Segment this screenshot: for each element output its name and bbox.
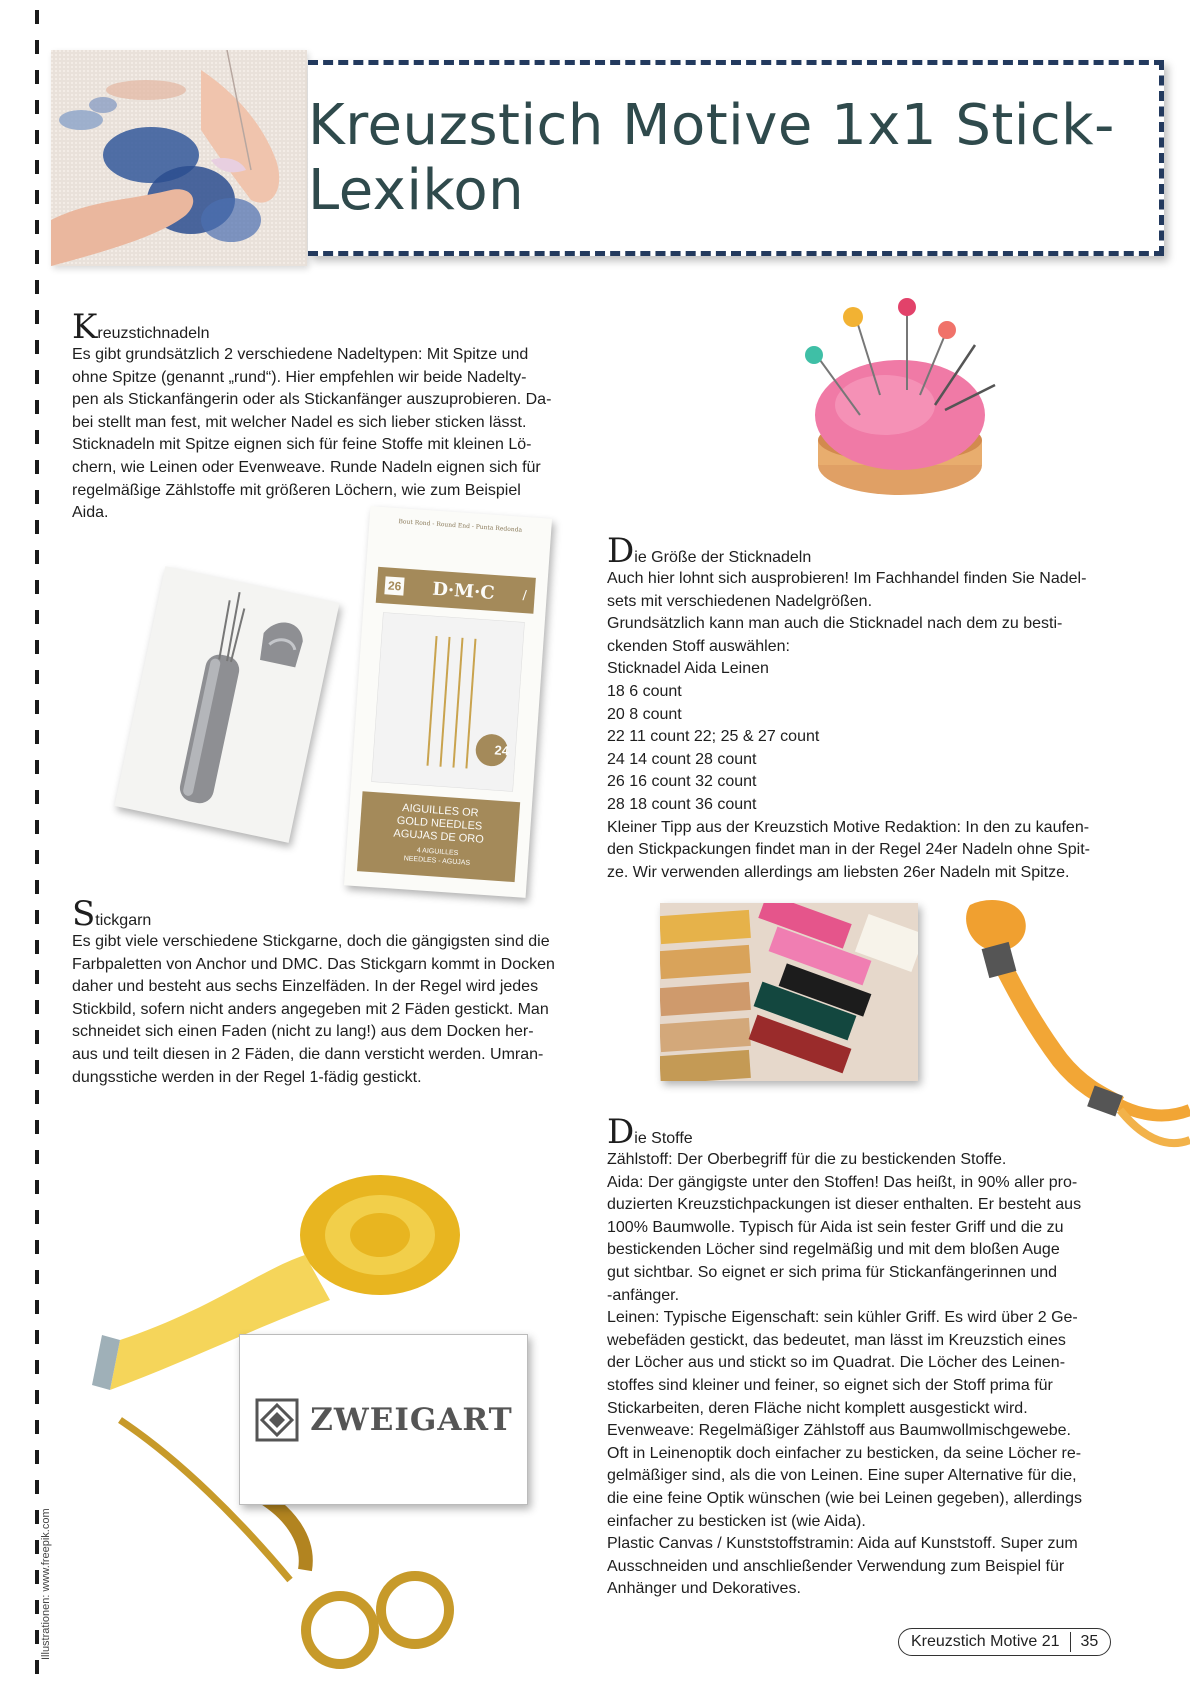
section-initial: D [607, 531, 635, 571]
section-body [72, 344, 582, 525]
table-row: 20 8 count [607, 705, 682, 723]
section-title-rest: reuzstichnadeln [97, 325, 210, 342]
text-line: gelmäßiger sind, als die von Leinen. Eine super Alternative für die, [607, 1467, 1077, 1485]
text-line: 100% Baumwolle. Typisch für Aida ist sein fester Griff und die zu [607, 1218, 1064, 1236]
section-title [607, 531, 1119, 571]
text-line: duzierten Kreuzstichpackungen ist dieser enthalten. Er besteht aus [607, 1196, 1082, 1214]
needles-window [371, 612, 525, 791]
text-line: Stickarbeiten, deren Fläche nicht komplett ausgestickt wird. [607, 1399, 1028, 1417]
section-body [607, 568, 1119, 658]
label-line: GOLD NEEDLES [396, 814, 483, 833]
section-body [72, 931, 582, 1089]
text-line: Leinen: Typische Eigenschaft: sein kühler Griff. Es wird über 2 Ge- [607, 1309, 1078, 1327]
table-header: Sticknadel Aida Leinen [607, 660, 769, 678]
size-badge: 26 [384, 576, 405, 595]
section-title-rest: tickgarn [95, 912, 152, 929]
text-line: Sticknadeln mit Spitze eignen sich für feine Stoffe mit kleinen Lö- [72, 436, 532, 454]
text-line: ohne Spitze (genannt „rund“). Hier empfehlen wir beide Nadelty- [72, 368, 527, 386]
zweigart-wordmark: ZWEIGART [310, 1401, 513, 1438]
footer-divider [1070, 1632, 1071, 1652]
section-groesse [607, 531, 1119, 884]
text-line: Auch hier lohnt sich ausprobieren! Im Fachhandel finden Sie Nadel- [607, 570, 1087, 587]
page-number: 35 [1080, 1633, 1099, 1650]
text-line: Zählstoff: Der Oberbegriff für die zu bestickenden Stoffe. [607, 1151, 1007, 1168]
text-line: bestickenden Löcher sind regelmäßig und mit dem bloßen Auge [607, 1241, 1060, 1259]
magazine-name: Kreuzstich Motive 21 [911, 1633, 1060, 1650]
text-line: regelmäßige Zählstoffe mit größeren Löchern, wie zum Beispiel [72, 481, 521, 499]
text-line: schneidet sich einen Faden (nicht zu lang!) aus dem Docken her- [72, 1023, 534, 1041]
pack-top-text: Bout Rond - Round End - Punta Redonda [398, 518, 523, 534]
label-line: AIGUILLES OR [401, 802, 479, 820]
section-body [607, 1149, 1119, 1601]
zweigart-logo-box [239, 1334, 528, 1505]
text-line: einfacher zu besticken ist (wie Aida). [607, 1512, 866, 1530]
section-initial: D [607, 1112, 635, 1152]
label-line: AGUJAS DE ORO [393, 827, 485, 846]
text-line: die eine feine Optik wünschen (wie bei Leinen gegeben), allerdings [607, 1489, 1082, 1507]
section-title [607, 1112, 1119, 1152]
table-row: 28 18 count 36 count [607, 795, 757, 813]
text-line: Aida: Der gängigste unter den Stoffen! Das heißt, in 90% aller pro- [607, 1173, 1078, 1191]
text-line: Es gibt viele verschiedene Stickgarne, doch die gängigsten sind die [72, 933, 550, 950]
dmc-needle-pack [344, 506, 552, 898]
text-line: Stickbild, sofern nicht anders angegeben mit 2 Fäden gestickt. Man [72, 1000, 549, 1018]
section-stoffe [607, 1112, 1119, 1601]
thread-bobbins-photo [660, 903, 918, 1081]
header-photo-hands-embroidering [51, 50, 307, 266]
text-line: Ausschneiden und anschließender Verwendung zum Beispiel für [607, 1557, 1065, 1575]
text-line: dungsstiche werden in der Regel 1-fädig gestickt. [72, 1068, 422, 1086]
pack-label [357, 791, 520, 882]
text-line: ckenden Stoff auswählen: [607, 637, 790, 655]
section-title-rest: ie Größe der Sticknadeln [634, 549, 812, 566]
text-line: Plastic Canvas / Kunststoffstramin: Aida auf Kunststoff. Super zum [607, 1535, 1078, 1553]
section-title-rest: ie Stoffe [634, 1130, 693, 1147]
text-line: sets mit verschiedenen Nadelgrößen. [607, 592, 873, 610]
text-line: stoffes sind kleiner und feiner, so eignet sich der Stoff prima für [607, 1376, 1053, 1394]
table-row: 24 14 count 28 count [607, 750, 757, 768]
text-line: Grundsätzlich kann man auch die Sticknadel nach dem zu besti- [607, 615, 1063, 633]
label-sub: NEEDLES - AGUJAS [403, 855, 471, 867]
text-line: Kleiner Tipp aus der Kreuzstich Motive Redaktion: In den zu kaufen- [607, 818, 1090, 836]
needle-size-table [607, 658, 1119, 816]
size-24-badge: 24 [494, 742, 510, 759]
table-row: 18 6 count [607, 682, 682, 700]
left-dashed-rule [35, 10, 39, 1680]
text-line: den Stickpackungen findet man in der Regel 24er Nadeln ohne Spit- [607, 841, 1090, 859]
section-initial: K [72, 307, 98, 347]
text-line: webefäden gestickt, das bedeutet, man lässt im Kreuzstich eines [607, 1331, 1066, 1349]
header-title-box [308, 60, 1164, 256]
table-row: 22 11 count 22; 25 & 27 count [607, 728, 820, 746]
text-line: ze. Wir verwenden allerdings am liebsten 26er Nadeln mit Spitze. [607, 863, 1070, 881]
text-line: Evenweave: Regelmäßiger Zählstoff aus Baumwollmischgewebe. [607, 1422, 1071, 1440]
text-line: bei stellt man fest, mit welcher Nadel es sich lieber sticken lässt. [72, 413, 527, 431]
editor-tip [607, 817, 1119, 885]
text-line: Aida. [72, 504, 109, 522]
text-line: gut sichtbar. So eignet er sich prima für Stickanfängerinnen und [607, 1263, 1058, 1281]
section-title [72, 307, 582, 347]
dmc-logo: D·M·C [431, 578, 496, 604]
section-stickgarn [72, 894, 582, 1089]
label-sub: 4 AIGUILLES [416, 847, 459, 858]
text-line: -anfänger. [607, 1286, 680, 1304]
needle-case-photo [114, 566, 339, 843]
text-line: Oft in Leinenoptik doch einfacher zu besticken, da seine Löcher re- [607, 1444, 1082, 1462]
page-title: Kreuzstich Motive 1x1 Stick-Lexikon [308, 93, 1115, 223]
needle-icon: / [522, 586, 528, 604]
section-title [72, 894, 582, 934]
section-initial: S [72, 894, 96, 934]
text-line: daher und besteht aus sechs Einzelfäden. In der Regel wird jedes [72, 978, 539, 996]
text-line: der Löcher aus und stickt so im Quadrat. Die Löcher des Leinen- [607, 1354, 1066, 1372]
page-footer [898, 1628, 1111, 1656]
text-line: Farbpaletten von Anchor und DMC. Das Stickgarn kommt in Docken [72, 955, 555, 973]
text-line: pen als Stickanfängerin oder als Stickanfänger auszuprobieren. Da- [72, 391, 552, 409]
text-line: aus und teilt diesen in 2 Fäden, die dann versticht werden. Umran- [72, 1045, 544, 1063]
text-line: Es gibt grundsätzlich 2 verschiedene Nadeltypen: Mit Spitze und [72, 346, 529, 363]
zweigart-emblem-icon [254, 1397, 300, 1443]
illustration-credit: Illustrationen: www.freepik.com [40, 1508, 52, 1660]
text-line: Anhänger und Dekoratives. [607, 1580, 801, 1598]
section-kreuzstichnadeln [72, 307, 582, 525]
pack-brand-band [376, 567, 536, 614]
pincushion-illustration [795, 295, 1005, 515]
text-line: chern, wie Leinen oder Evenweave. Runde Nadeln eignen sich für [72, 458, 541, 476]
table-row: 26 16 count 32 count [607, 773, 757, 791]
